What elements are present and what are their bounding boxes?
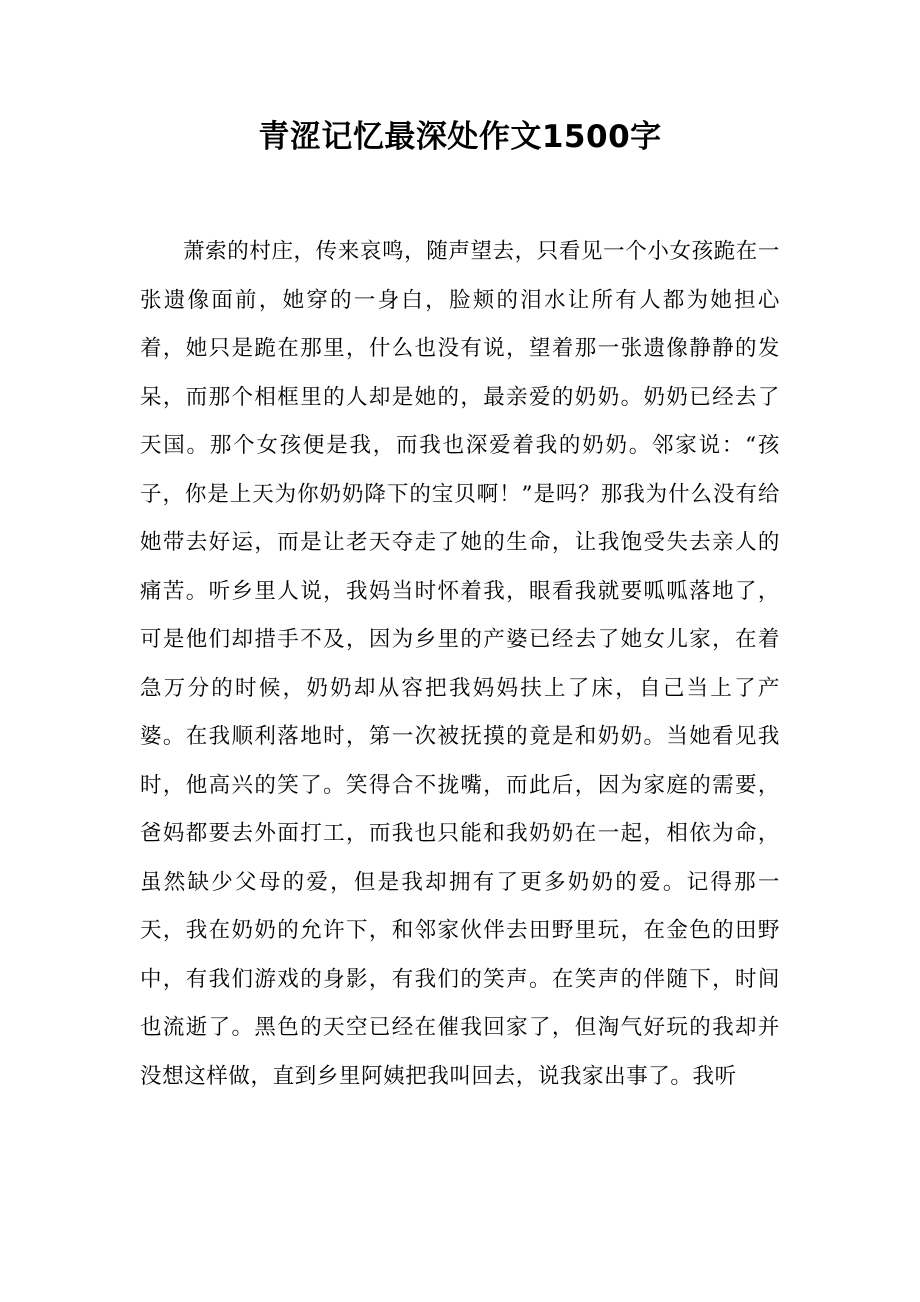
- document-paragraph: 萧索的村庄，传来哀鸣，随声望去，只看见一个小女孩跪在一张遗像面前，她穿的一身白，脸颊的泪水让所有人都为她担心着，她只是跪在那里，什么也没有说，望着那一张遗像静静的发呆，而那个相框里的人却是她的，最亲爱的奶奶。奶奶已经去了天国。那个女孩便是我，而我也深爱着我的奶奶。邻家说：“孩子，你是上天为你奶奶降下的宝贝啊！”是吗？那我为什么没有给她带去好运，而是让老天夺走了她的生命，让我饱受失去亲人的痛苦。听乡里人说，我妈当时怀着我，眼看我就要呱呱落地了，可是他们却措手不及，因为乡里的产婆已经去了她女儿家，在着急万分的时候，奶奶却从容把我妈妈扶上了床，自己当上了产婆。在我顺利落地时，第一次被抚摸的竟是和奶奶。当她看见我时，他高兴的笑了。笑得合不拢嘴，而此后，因为家庭的需要，爸妈都要去外面打工，而我也只能和我奶奶在一起，相依为命，虽然缺少父母的爱，但是我却拥有了更多奶奶的爱。记得那一天，我在奶奶的允许下，和邻家伙伴去田野里玩，在金色的田野中，有我们游戏的身影，有我们的笑声。在笑声的伴随下，时间也流逝了。黑色的天空已经在催我回家了，但淘气好玩的我却并没想这样做，直到乡里阿姨把我叫回去，说我家出事了。我听: [140, 239, 780, 1089]
- document-title: 青涩记忆最深处作文1500字: [258, 119, 662, 155]
